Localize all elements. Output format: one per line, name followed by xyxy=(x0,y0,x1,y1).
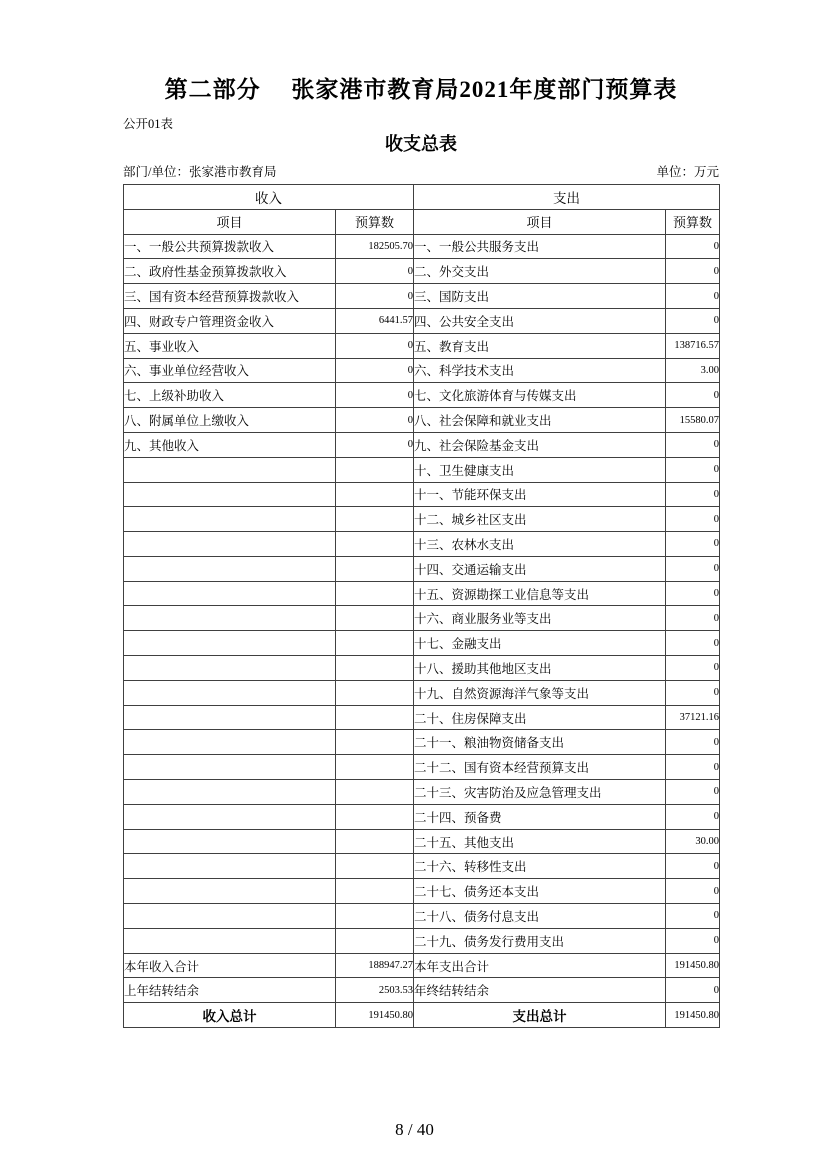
income-value-cell xyxy=(336,755,414,780)
budget-table xyxy=(123,184,720,1028)
expense-budget-column-header: 预算数 xyxy=(666,209,720,234)
income-item-cell xyxy=(124,854,336,879)
income-value-cell: 182505.70 xyxy=(336,234,414,259)
income-value-cell: 0 xyxy=(336,383,414,408)
table-row xyxy=(124,457,720,482)
income-value-cell xyxy=(336,556,414,581)
income-item-cell: 九、其他收入 xyxy=(124,432,336,457)
expense-value-cell: 15580.07 xyxy=(666,408,720,433)
expense-item-cell: 十七、金融支出 xyxy=(414,631,666,656)
income-item-cell: 四、财政专户管理资金收入 xyxy=(124,308,336,333)
table-row xyxy=(124,705,720,730)
table-row xyxy=(124,556,720,581)
expense-item-cell: 四、公共安全支出 xyxy=(414,308,666,333)
table-row xyxy=(124,432,720,457)
table-title: 收支总表 xyxy=(385,134,457,155)
income-value-cell xyxy=(336,631,414,656)
income-item-cell xyxy=(124,507,336,532)
expense-item-cell: 二十四、预备费 xyxy=(414,804,666,829)
page-content xyxy=(123,0,719,1028)
table-row xyxy=(124,284,720,309)
summary-row xyxy=(124,978,720,1003)
income-item-cell xyxy=(124,705,336,730)
group-header-row xyxy=(124,184,720,209)
table-row xyxy=(124,804,720,829)
income-item-cell xyxy=(124,631,336,656)
income-value-cell xyxy=(336,482,414,507)
table-code-label: 公开01表 xyxy=(123,116,174,131)
table-row xyxy=(124,730,720,755)
expense-item-cell: 七、文化旅游体育与传媒支出 xyxy=(414,383,666,408)
table-row xyxy=(124,904,720,929)
expense-item-cell: 二十、住房保障支出 xyxy=(414,705,666,730)
income-value-cell xyxy=(336,730,414,755)
income-group-header: 收入 xyxy=(124,184,414,209)
table-row xyxy=(124,854,720,879)
income-item-cell: 六、事业单位经营收入 xyxy=(124,358,336,383)
expense-item-cell: 二十二、国有资本经营预算支出 xyxy=(414,755,666,780)
expense-value-cell: 0 xyxy=(666,308,720,333)
income-value-cell xyxy=(336,705,414,730)
expense-value-cell: 0 xyxy=(666,780,720,805)
expense-value-cell: 191450.80 xyxy=(666,1003,720,1028)
expense-value-cell: 0 xyxy=(666,556,720,581)
income-value-cell: 2503.53 xyxy=(336,978,414,1003)
income-item-cell: 二、政府性基金预算拨款收入 xyxy=(124,259,336,284)
expense-item-cell: 六、科学技术支出 xyxy=(414,358,666,383)
expense-value-cell: 0 xyxy=(666,284,720,309)
income-value-cell xyxy=(336,532,414,557)
expense-item-cell: 二十七、债务还本支出 xyxy=(414,879,666,904)
income-value-cell: 6441.57 xyxy=(336,308,414,333)
income-item-cell xyxy=(124,656,336,681)
table-row xyxy=(124,755,720,780)
page-title: 第二部分 张家港市教育局2021年度部门预算表 xyxy=(164,77,678,102)
income-item-cell: 八、附属单位上缴收入 xyxy=(124,408,336,433)
expense-value-cell: 0 xyxy=(666,259,720,284)
expense-item-cell: 二、外交支出 xyxy=(414,259,666,284)
income-item-cell xyxy=(124,457,336,482)
income-value-cell xyxy=(336,581,414,606)
income-item-column-header: 项目 xyxy=(124,209,336,234)
expense-value-cell: 0 xyxy=(666,680,720,705)
table-row xyxy=(124,408,720,433)
expense-item-cell: 九、社会保险基金支出 xyxy=(414,432,666,457)
expense-value-cell: 0 xyxy=(666,656,720,681)
expense-value-cell: 0 xyxy=(666,730,720,755)
expense-value-cell: 191450.80 xyxy=(666,953,720,978)
income-value-cell xyxy=(336,904,414,929)
expense-item-cell: 八、社会保障和就业支出 xyxy=(414,408,666,433)
page-number: 8 / 40 xyxy=(395,1120,434,1139)
income-value-cell xyxy=(336,804,414,829)
expense-item-cell: 一、一般公共服务支出 xyxy=(414,234,666,259)
expense-item-cell: 十四、交通运输支出 xyxy=(414,556,666,581)
expense-value-cell: 0 xyxy=(666,532,720,557)
table-row xyxy=(124,631,720,656)
table-row xyxy=(124,680,720,705)
expense-item-cell: 十一、节能环保支出 xyxy=(414,482,666,507)
department-label: 部门/单位：张家港市教育局 xyxy=(123,164,277,179)
income-item-cell xyxy=(124,928,336,953)
income-item-cell xyxy=(124,804,336,829)
expense-value-cell: 0 xyxy=(666,904,720,929)
income-item-cell: 五、事业收入 xyxy=(124,333,336,358)
income-item-cell xyxy=(124,606,336,631)
expense-value-cell: 37121.16 xyxy=(666,705,720,730)
expense-value-cell: 30.00 xyxy=(666,829,720,854)
table-meta-row xyxy=(123,165,719,180)
table-row xyxy=(124,308,720,333)
income-item-cell xyxy=(124,482,336,507)
income-value-cell xyxy=(336,606,414,631)
expense-item-cell: 十二、城乡社区支出 xyxy=(414,507,666,532)
income-value-cell xyxy=(336,829,414,854)
expense-value-cell: 0 xyxy=(666,234,720,259)
expense-group-header: 支出 xyxy=(414,184,720,209)
summary-row xyxy=(124,953,720,978)
table-row xyxy=(124,879,720,904)
expense-item-cell: 二十九、债务发行费用支出 xyxy=(414,928,666,953)
expense-value-cell: 0 xyxy=(666,383,720,408)
income-value-cell: 0 xyxy=(336,358,414,383)
expense-item-cell: 十六、商业服务业等支出 xyxy=(414,606,666,631)
income-item-cell: 上年结转结余 xyxy=(124,978,336,1003)
table-row xyxy=(124,829,720,854)
expense-item-column-header: 项目 xyxy=(414,209,666,234)
table-row xyxy=(124,656,720,681)
income-item-cell: 三、国有资本经营预算拨款收入 xyxy=(124,284,336,309)
income-value-cell: 188947.27 xyxy=(336,953,414,978)
expense-item-cell: 三、国防支出 xyxy=(414,284,666,309)
income-value-cell xyxy=(336,928,414,953)
income-item-cell xyxy=(124,556,336,581)
income-item-cell: 七、上级补助收入 xyxy=(124,383,336,408)
income-item-cell xyxy=(124,755,336,780)
expense-item-cell: 十、卫生健康支出 xyxy=(414,457,666,482)
expense-item-cell: 二十六、转移性支出 xyxy=(414,854,666,879)
expense-value-cell: 0 xyxy=(666,804,720,829)
table-row xyxy=(124,259,720,284)
income-budget-column-header: 预算数 xyxy=(336,209,414,234)
table-row xyxy=(124,507,720,532)
expense-value-cell: 0 xyxy=(666,928,720,953)
expense-item-cell: 二十一、粮油物资储备支出 xyxy=(414,730,666,755)
income-value-cell: 0 xyxy=(336,333,414,358)
income-item-cell: 本年收入合计 xyxy=(124,953,336,978)
income-value-cell xyxy=(336,879,414,904)
expense-value-cell: 0 xyxy=(666,581,720,606)
table-row xyxy=(124,581,720,606)
expense-item-cell: 十九、自然资源海洋气象等支出 xyxy=(414,680,666,705)
income-value-cell: 0 xyxy=(336,408,414,433)
expense-item-cell: 二十八、债务付息支出 xyxy=(414,904,666,929)
expense-item-cell: 十五、资源勘探工业信息等支出 xyxy=(414,581,666,606)
table-row xyxy=(124,928,720,953)
income-value-cell xyxy=(336,457,414,482)
expense-item-cell: 二十五、其他支出 xyxy=(414,829,666,854)
table-row xyxy=(124,532,720,557)
table-row xyxy=(124,333,720,358)
income-item-cell: 一、一般公共预算拨款收入 xyxy=(124,234,336,259)
expense-value-cell: 0 xyxy=(666,631,720,656)
income-item-cell: 收入总计 xyxy=(124,1003,336,1028)
table-row xyxy=(124,606,720,631)
expense-item-cell: 十八、援助其他地区支出 xyxy=(414,656,666,681)
income-value-cell xyxy=(336,680,414,705)
expense-value-cell: 3.00 xyxy=(666,358,720,383)
expense-value-cell: 0 xyxy=(666,482,720,507)
budget-table-head xyxy=(124,184,720,234)
expense-item-cell: 支出总计 xyxy=(414,1003,666,1028)
income-value-cell xyxy=(336,507,414,532)
income-item-cell xyxy=(124,730,336,755)
income-value-cell xyxy=(336,854,414,879)
income-value-cell xyxy=(336,780,414,805)
income-value-cell: 0 xyxy=(336,432,414,457)
unit-label: 单位：万元 xyxy=(656,164,719,179)
expense-value-cell: 0 xyxy=(666,606,720,631)
expense-item-cell: 本年支出合计 xyxy=(414,953,666,978)
table-row xyxy=(124,780,720,805)
expense-value-cell: 0 xyxy=(666,507,720,532)
table-row xyxy=(124,358,720,383)
income-item-cell xyxy=(124,879,336,904)
expense-value-cell: 0 xyxy=(666,457,720,482)
expense-item-cell: 五、教育支出 xyxy=(414,333,666,358)
expense-item-cell: 二十三、灾害防治及应急管理支出 xyxy=(414,780,666,805)
expense-value-cell: 0 xyxy=(666,978,720,1003)
income-item-cell xyxy=(124,829,336,854)
expense-value-cell: 0 xyxy=(666,755,720,780)
table-row xyxy=(124,234,720,259)
budget-table-body xyxy=(124,234,720,1028)
expense-value-cell: 138716.57 xyxy=(666,333,720,358)
income-item-cell xyxy=(124,780,336,805)
expense-value-cell: 0 xyxy=(666,879,720,904)
expense-value-cell: 0 xyxy=(666,432,720,457)
income-value-cell: 191450.80 xyxy=(336,1003,414,1028)
income-value-cell: 0 xyxy=(336,284,414,309)
income-item-cell xyxy=(124,532,336,557)
table-row xyxy=(124,482,720,507)
expense-value-cell: 0 xyxy=(666,854,720,879)
expense-item-cell: 年终结转结余 xyxy=(414,978,666,1003)
income-item-cell xyxy=(124,680,336,705)
income-item-cell xyxy=(124,581,336,606)
income-item-cell xyxy=(124,904,336,929)
income-value-cell: 0 xyxy=(336,259,414,284)
column-header-row xyxy=(124,209,720,234)
income-value-cell xyxy=(336,656,414,681)
table-row xyxy=(124,383,720,408)
summary-row xyxy=(124,1003,720,1028)
expense-item-cell: 十三、农林水支出 xyxy=(414,532,666,557)
